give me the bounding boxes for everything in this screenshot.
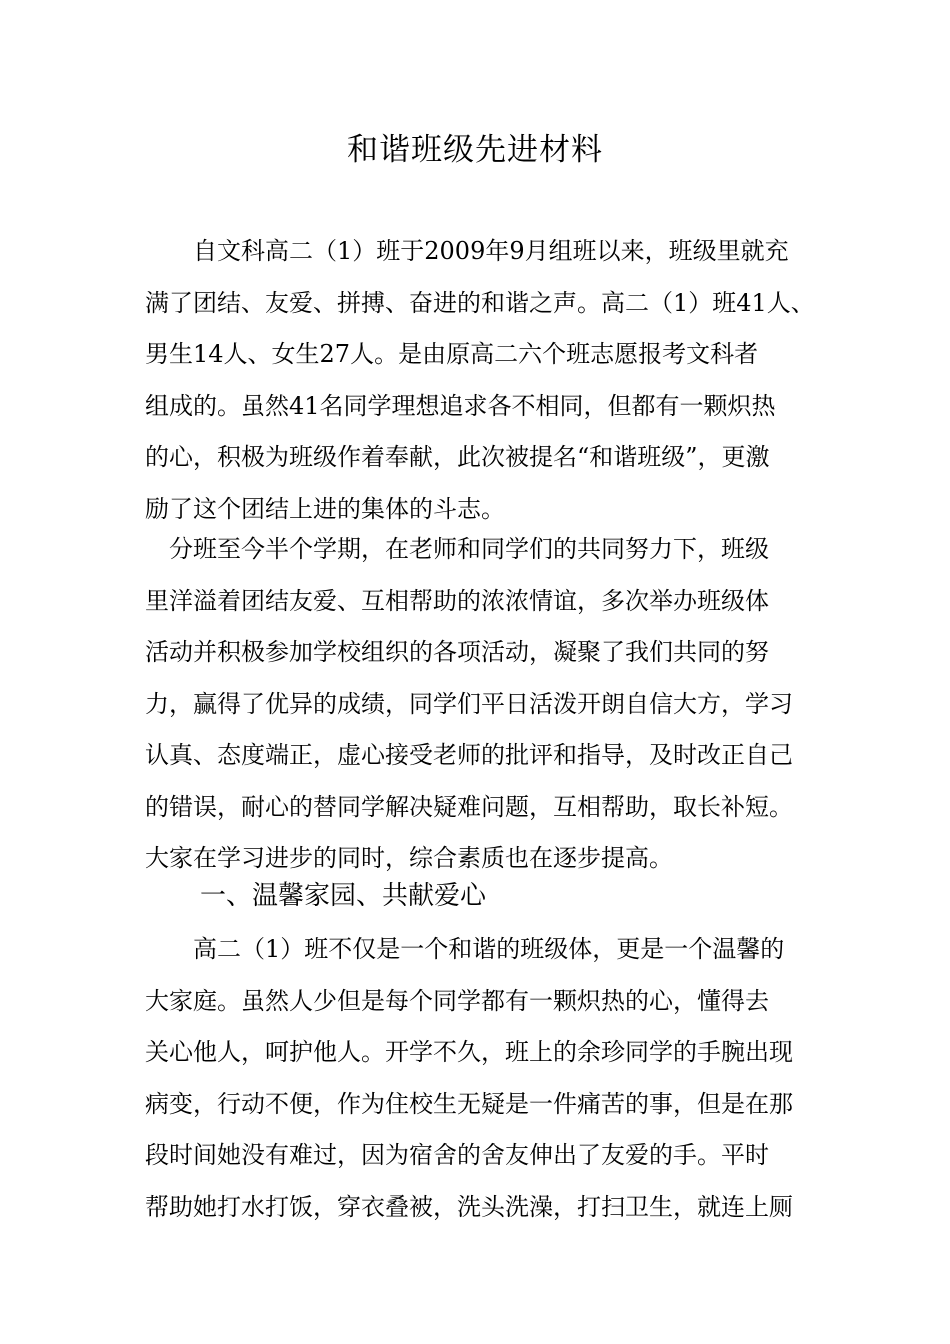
paragraph-line: 里洋溢着团结友爱、互相帮助的浓浓情谊，多次举办班级体 bbox=[145, 586, 769, 615]
paragraph-line: 组成的。虽然41名同学理想追求各不相同，但都有一颗炽热 bbox=[145, 391, 776, 420]
paragraph-line: 自文科高二（1）班于2009年9月组班以来，班级里就充 bbox=[145, 237, 789, 265]
paragraph-line: 男生14人、女生27人。是由原高二六个班志愿报考文科者 bbox=[145, 340, 759, 368]
paragraph-line: 关心他人，呵护他人。开学不久，班上的余珍同学的手腕出现 bbox=[145, 1038, 793, 1066]
paragraph-line: 的心，积极为班级作着奉献，此次被提名“和谐班级”，更激 bbox=[145, 443, 770, 471]
paragraph-semester bbox=[145, 524, 811, 885]
paragraph-line: 大家庭。虽然人少但是每个同学都有一颗炽热的心，懂得去 bbox=[145, 986, 769, 1015]
paragraph-line: 认真、态度端正，虚心接受老师的批评和指导，及时改正自己 bbox=[145, 741, 793, 769]
paragraph-line: 段时间她没有难过，因为宿舍的舍友伸出了友爱的手。平时 bbox=[145, 1141, 769, 1169]
paragraph-line: 满了团结、友爱、拼搏、奋进的和谐之声。高二（1）班41人、 bbox=[145, 288, 815, 317]
paragraph-line: 大家在学习进步的同时，综合素质也在逐步提高。 bbox=[145, 844, 673, 872]
paragraph-line: 的错误，耐心的替同学解决疑难问题，互相帮助，取长补短。 bbox=[145, 792, 793, 821]
paragraph-line: 病变，行动不便，作为住校生无疑是一件痛苦的事，但是在那 bbox=[145, 1089, 793, 1118]
paragraph-family bbox=[145, 924, 811, 1233]
paragraph-line: 高二（1）班不仅是一个和谐的班级体，更是一个温馨的 bbox=[145, 935, 785, 963]
paragraph-line: 力，赢得了优异的成绩，同学们平日活泼开朗自信大方，学习 bbox=[145, 689, 793, 718]
section-heading: 一、温馨家园、共献爱心 bbox=[200, 881, 487, 911]
paragraph-line: 励了这个团结上进的集体的斗志。 bbox=[145, 494, 505, 523]
paragraph-line: 帮助她打水打饭，穿衣叠被，洗头洗澡，打扫卫生，就连上厕 bbox=[145, 1192, 793, 1221]
paragraph-line: 分班至今半个学期，在老师和同学们的共同努力下，班级 bbox=[145, 535, 769, 563]
paragraph-intro bbox=[145, 226, 815, 535]
document-title: 和谐班级先进材料 bbox=[347, 132, 603, 168]
paragraph-line: 活动并积极参加学校组织的各项活动，凝聚了我们共同的努 bbox=[145, 638, 769, 666]
